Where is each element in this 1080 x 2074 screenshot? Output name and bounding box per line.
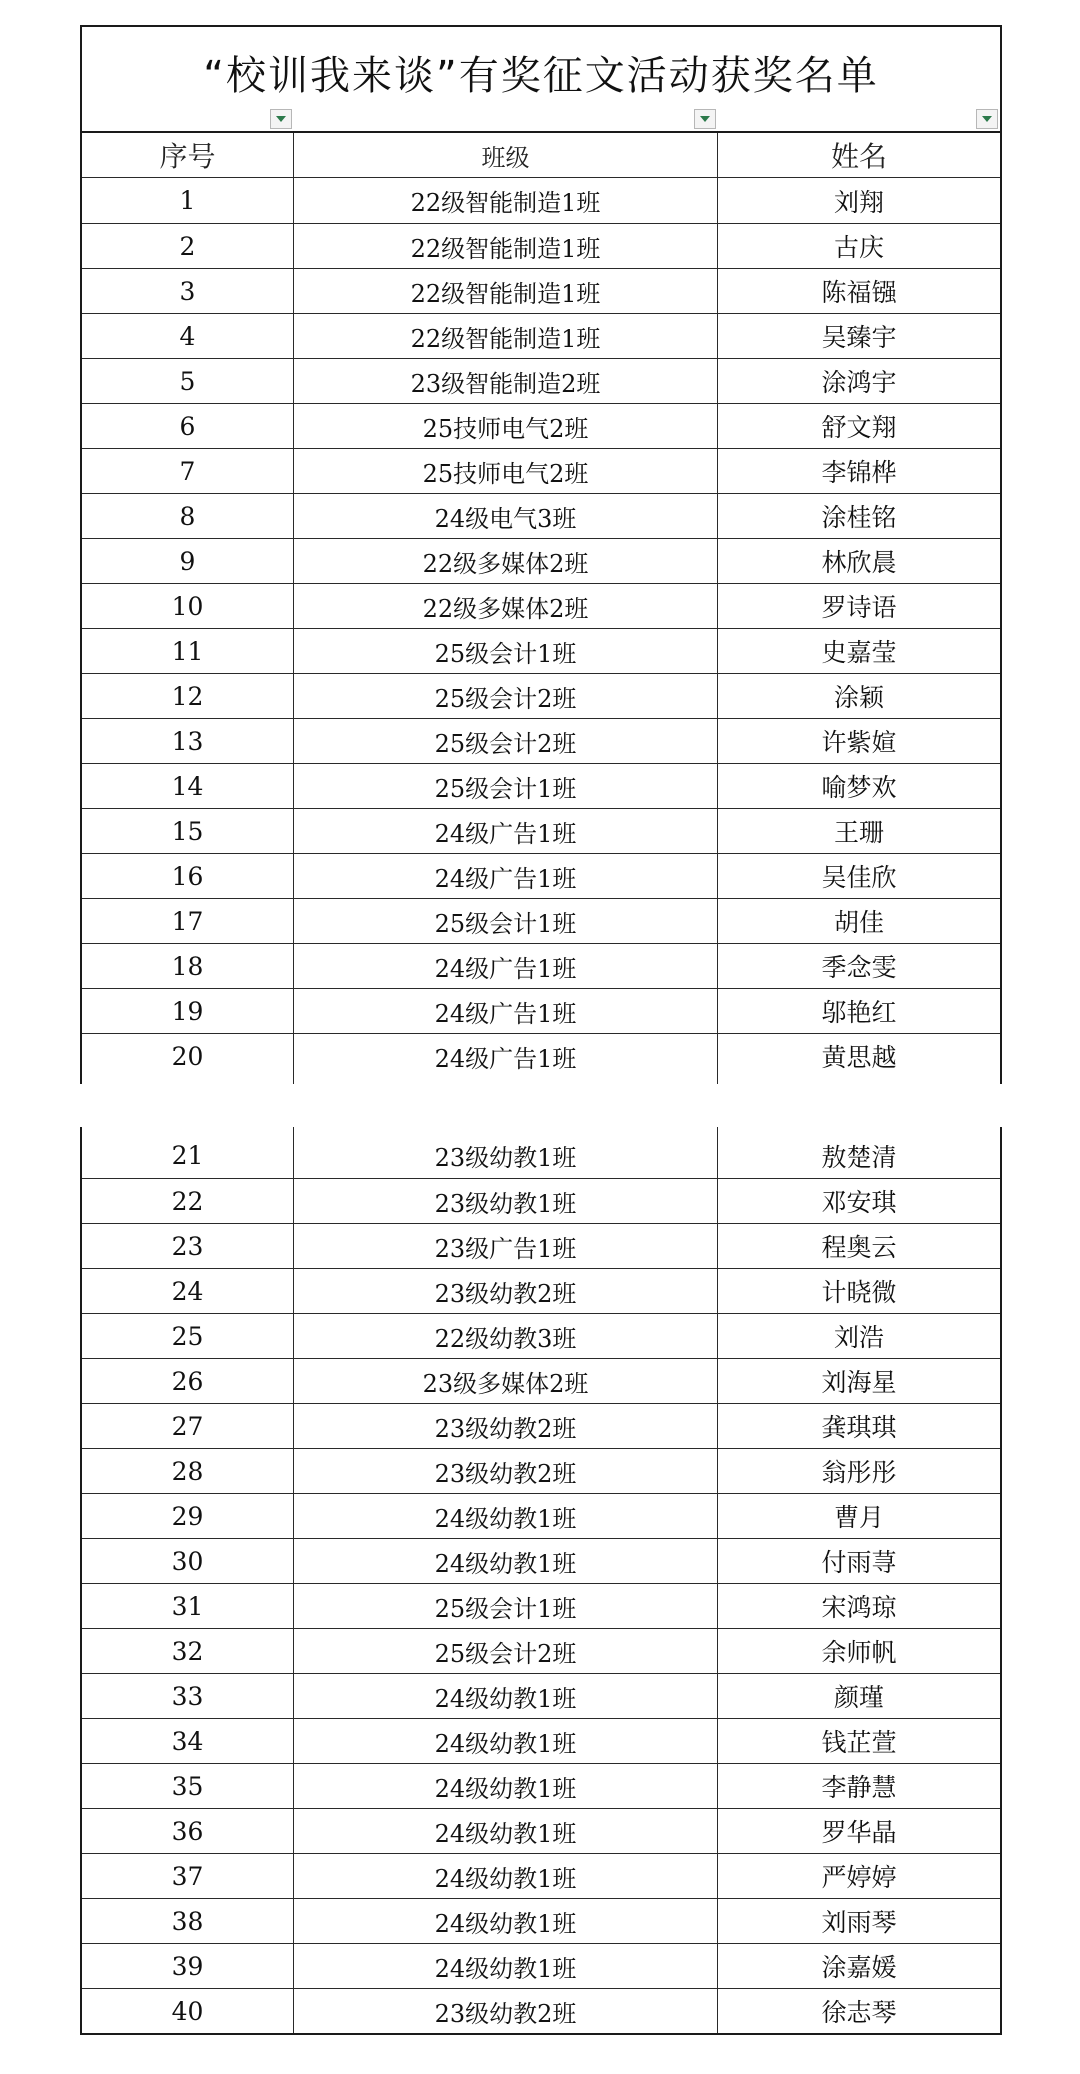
table-row xyxy=(82,1808,1000,1853)
cell-class: 23级幼教2班 xyxy=(294,1404,718,1448)
cell-class: 25级会计2班 xyxy=(294,1629,718,1673)
cell-class: 22级智能制造1班 xyxy=(294,224,718,268)
table-row xyxy=(82,1313,1000,1358)
cell-class: 22级智能制造1班 xyxy=(294,314,718,358)
table-header-row xyxy=(82,133,1000,178)
cell-name: 严婷婷 xyxy=(821,1863,897,1892)
cell-index: 40 xyxy=(82,1989,294,2033)
table-row xyxy=(82,1223,1000,1268)
cell-class: 25级会计1班 xyxy=(294,764,718,808)
cell-class: 24级广告1班 xyxy=(294,854,718,898)
cell-index: 1 xyxy=(82,178,294,223)
cell-index: 28 xyxy=(82,1449,294,1493)
cell-index: 30 xyxy=(82,1539,294,1583)
table-row xyxy=(82,718,1000,763)
cell-index: 10 xyxy=(82,584,294,628)
cell-name: 付雨荨 xyxy=(821,1548,897,1577)
cell-name: 龚琪琪 xyxy=(821,1413,897,1442)
cell-name: 陈福镪 xyxy=(821,278,897,307)
table-row xyxy=(82,1133,1000,1178)
award-list-table-top xyxy=(80,25,1002,1084)
table-row xyxy=(82,1853,1000,1898)
filter-dropdown-index[interactable] xyxy=(270,109,292,129)
cell-name: 王珊 xyxy=(833,818,884,847)
cell-class: 24级电气3班 xyxy=(294,494,718,538)
cell-index: 37 xyxy=(82,1854,294,1898)
cell-index: 12 xyxy=(82,674,294,718)
cell-index: 26 xyxy=(82,1359,294,1403)
cell-class: 22级智能制造1班 xyxy=(294,269,718,313)
cell-index: 6 xyxy=(82,404,294,448)
filter-dropdown-class[interactable] xyxy=(694,109,716,129)
header-name: 姓名 xyxy=(830,140,887,173)
cell-name: 钱芷萱 xyxy=(821,1728,897,1757)
table-row xyxy=(82,988,1000,1033)
cell-class: 25级会计1班 xyxy=(294,1584,718,1628)
table-row xyxy=(82,1763,1000,1808)
cell-class: 23级广告1班 xyxy=(294,1224,718,1268)
cell-index: 36 xyxy=(82,1809,294,1853)
cell-index: 23 xyxy=(82,1224,294,1268)
cell-name: 邬艳红 xyxy=(821,998,897,1027)
cell-class: 24级幼教1班 xyxy=(294,1539,718,1583)
table-row xyxy=(82,763,1000,808)
cell-class: 24级幼教1班 xyxy=(294,1899,718,1943)
award-list-table-bottom xyxy=(80,1127,1002,2035)
cell-index: 31 xyxy=(82,1584,294,1628)
cell-name: 胡佳 xyxy=(833,908,884,937)
cell-index: 7 xyxy=(82,449,294,493)
cell-class: 22级多媒体2班 xyxy=(294,539,718,583)
cell-name: 吴臻宇 xyxy=(821,323,897,352)
header-index: 序号 xyxy=(82,133,294,177)
cell-class: 25级会计2班 xyxy=(294,719,718,763)
table-row xyxy=(82,898,1000,943)
table-row xyxy=(82,808,1000,853)
table-row xyxy=(82,1178,1000,1223)
cell-index: 3 xyxy=(82,269,294,313)
table-row xyxy=(82,313,1000,358)
cell-name: 古庆 xyxy=(833,233,884,262)
cell-name: 涂鸿宇 xyxy=(821,368,897,397)
cell-index: 2 xyxy=(82,224,294,268)
cell-class: 24级幼教1班 xyxy=(294,1719,718,1763)
cell-name: 徐志琴 xyxy=(821,1998,897,2027)
cell-index: 16 xyxy=(82,854,294,898)
cell-class: 25级会计1班 xyxy=(294,629,718,673)
table-row xyxy=(82,1628,1000,1673)
cell-name: 涂桂铭 xyxy=(821,503,897,532)
cell-index: 13 xyxy=(82,719,294,763)
cell-index: 34 xyxy=(82,1719,294,1763)
cell-name: 刘雨琴 xyxy=(821,1908,897,1937)
cell-name: 程奥云 xyxy=(821,1233,897,1262)
cell-name: 宋鸿琼 xyxy=(821,1593,897,1622)
cell-name: 余师帆 xyxy=(821,1638,897,1667)
table-row xyxy=(82,1358,1000,1403)
table-row xyxy=(82,1583,1000,1628)
cell-class: 22级多媒体2班 xyxy=(294,584,718,628)
cell-name: 黄思越 xyxy=(821,1043,897,1072)
table-row xyxy=(82,1988,1000,2033)
cell-class: 24级幼教1班 xyxy=(294,1494,718,1538)
table-row xyxy=(82,538,1000,583)
cell-index: 15 xyxy=(82,809,294,853)
cell-index: 18 xyxy=(82,944,294,988)
table-row xyxy=(82,1268,1000,1313)
cell-index: 20 xyxy=(82,1034,294,1078)
header-class: 班级 xyxy=(294,133,718,177)
cell-name: 计晓微 xyxy=(821,1278,897,1307)
cell-name: 曹月 xyxy=(833,1503,884,1532)
cell-name: 涂嘉媛 xyxy=(821,1953,897,1982)
cell-class: 22级幼教3班 xyxy=(294,1314,718,1358)
filter-dropdown-name[interactable] xyxy=(976,109,998,129)
cell-class: 24级广告1班 xyxy=(294,809,718,853)
table-row xyxy=(82,223,1000,268)
table-body-part1 xyxy=(82,178,1000,1078)
cell-class: 24级幼教1班 xyxy=(294,1764,718,1808)
table-row xyxy=(82,1943,1000,1988)
cell-index: 21 xyxy=(82,1133,294,1178)
cell-class: 25技师电气2班 xyxy=(294,449,718,493)
page-title: “校训我来谈”有奖征文活动获奖名单 xyxy=(203,52,879,99)
chevron-down-icon xyxy=(700,116,710,122)
table-row xyxy=(82,448,1000,493)
cell-class: 23级幼教1班 xyxy=(294,1133,718,1178)
cell-class: 23级幼教2班 xyxy=(294,1989,718,2033)
table-row xyxy=(82,358,1000,403)
cell-index: 27 xyxy=(82,1404,294,1448)
table-row xyxy=(82,628,1000,673)
cell-name: 史嘉莹 xyxy=(821,638,897,667)
table-row xyxy=(82,403,1000,448)
cell-index: 35 xyxy=(82,1764,294,1808)
table-row xyxy=(82,178,1000,223)
cell-name: 敖楚清 xyxy=(821,1142,897,1172)
cell-class: 23级幼教2班 xyxy=(294,1269,718,1313)
cell-name: 林欣晨 xyxy=(821,548,897,577)
cell-class: 23级幼教2班 xyxy=(294,1449,718,1493)
cell-name: 罗诗语 xyxy=(821,593,897,622)
cell-name: 翁彤彤 xyxy=(821,1458,897,1487)
cell-name: 邓安琪 xyxy=(821,1188,897,1217)
table-row xyxy=(82,583,1000,628)
cell-index: 32 xyxy=(82,1629,294,1673)
cell-name: 刘浩 xyxy=(833,1323,884,1352)
table-row xyxy=(82,1538,1000,1583)
cell-class: 25级会计2班 xyxy=(294,674,718,718)
chevron-down-icon xyxy=(276,116,286,122)
table-row xyxy=(82,493,1000,538)
cell-index: 17 xyxy=(82,899,294,943)
cell-class: 24级幼教1班 xyxy=(294,1944,718,1988)
cell-index: 8 xyxy=(82,494,294,538)
cell-class: 24级广告1班 xyxy=(294,989,718,1033)
cell-index: 29 xyxy=(82,1494,294,1538)
cell-name: 季念雯 xyxy=(821,953,897,982)
cell-class: 24级幼教1班 xyxy=(294,1674,718,1718)
cell-index: 33 xyxy=(82,1674,294,1718)
table-body-part2 xyxy=(82,1133,1000,2033)
cell-name: 罗华晶 xyxy=(821,1818,897,1847)
cell-class: 25级会计1班 xyxy=(294,899,718,943)
cell-name: 喻梦欢 xyxy=(821,773,897,802)
cell-class: 24级广告1班 xyxy=(294,1034,718,1078)
table-row xyxy=(82,1448,1000,1493)
cell-class: 22级智能制造1班 xyxy=(294,178,718,223)
cell-index: 39 xyxy=(82,1944,294,1988)
cell-index: 5 xyxy=(82,359,294,403)
chevron-down-icon xyxy=(982,116,992,122)
cell-index: 24 xyxy=(82,1269,294,1313)
cell-class: 24级广告1班 xyxy=(294,944,718,988)
cell-index: 19 xyxy=(82,989,294,1033)
table-row xyxy=(82,673,1000,718)
cell-name: 吴佳欣 xyxy=(821,863,897,892)
cell-name: 李静慧 xyxy=(821,1773,897,1802)
cell-name: 李锦桦 xyxy=(821,458,897,487)
cell-name: 颜瑾 xyxy=(833,1683,884,1712)
cell-class: 24级幼教1班 xyxy=(294,1854,718,1898)
cell-name: 涂颖 xyxy=(833,683,884,712)
cell-index: 14 xyxy=(82,764,294,808)
table-row xyxy=(82,268,1000,313)
cell-name: 许紫媗 xyxy=(821,728,897,757)
title-row xyxy=(82,27,1000,133)
table-row xyxy=(82,1898,1000,1943)
cell-class: 23级多媒体2班 xyxy=(294,1359,718,1403)
cell-name: 刘海星 xyxy=(821,1368,897,1397)
table-row xyxy=(82,1673,1000,1718)
cell-class: 23级幼教1班 xyxy=(294,1179,718,1223)
cell-index: 25 xyxy=(82,1314,294,1358)
table-row xyxy=(82,1493,1000,1538)
cell-index: 4 xyxy=(82,314,294,358)
table-row xyxy=(82,1033,1000,1078)
table-row xyxy=(82,943,1000,988)
table-row xyxy=(82,853,1000,898)
cell-index: 9 xyxy=(82,539,294,583)
table-row xyxy=(82,1718,1000,1763)
cell-index: 38 xyxy=(82,1899,294,1943)
cell-class: 25技师电气2班 xyxy=(294,404,718,448)
cell-class: 24级幼教1班 xyxy=(294,1809,718,1853)
cell-index: 11 xyxy=(82,629,294,673)
cell-class: 23级智能制造2班 xyxy=(294,359,718,403)
cell-index: 22 xyxy=(82,1179,294,1223)
table-cut-edge xyxy=(82,1078,1000,1084)
cell-name: 刘翔 xyxy=(833,187,884,217)
cell-name: 舒文翔 xyxy=(821,413,897,442)
table-row xyxy=(82,1403,1000,1448)
